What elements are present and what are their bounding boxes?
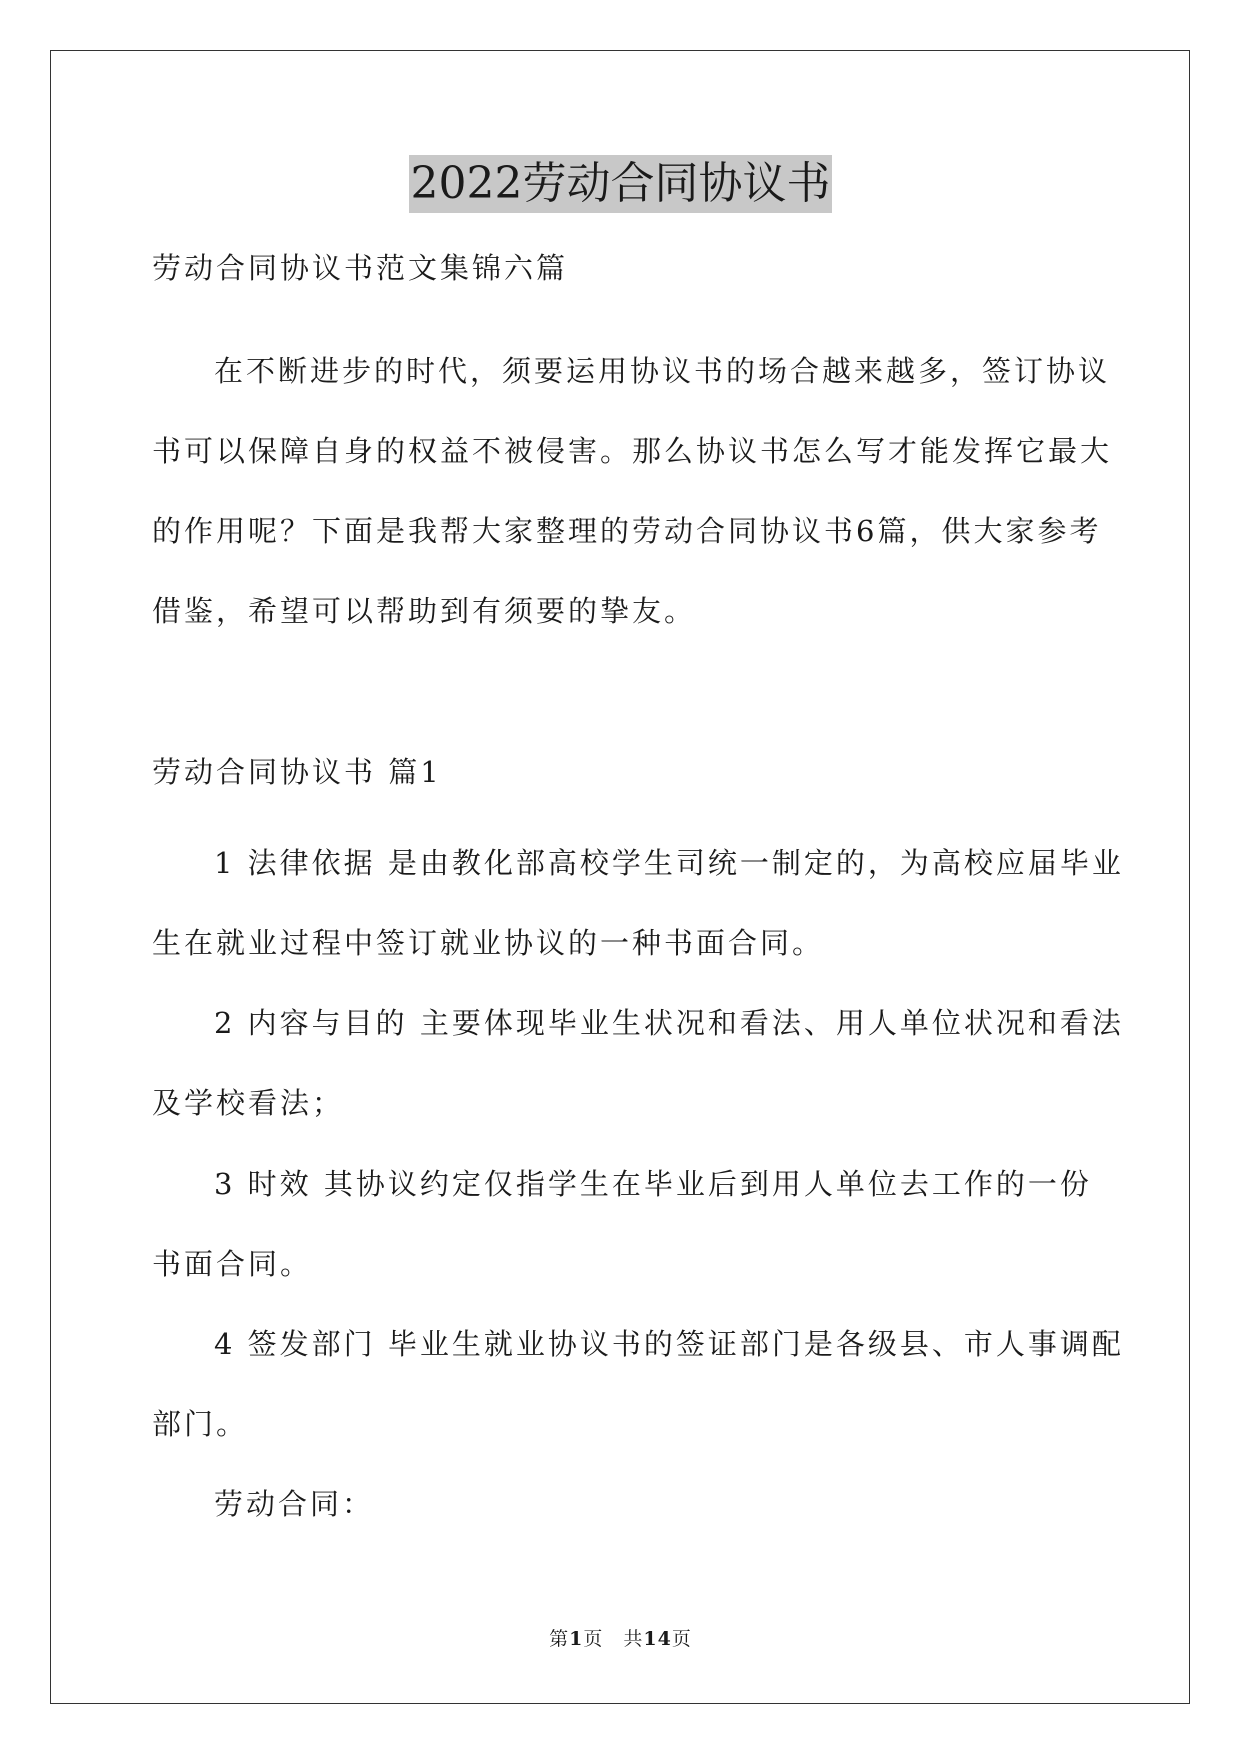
paragraph-line: 劳动合同： bbox=[214, 1487, 375, 1521]
document-title: 2022劳动合同协议书 bbox=[409, 155, 833, 213]
paragraph-line: 生在就业过程中签订就业协议的一种书面合同。 bbox=[152, 926, 825, 960]
paragraph-line: 的作用呢？下面是我帮大家整理的劳动合同协议书6篇，供大家参考 bbox=[152, 514, 1102, 548]
subtitle: 劳动合同协议书范文集锦六篇 bbox=[152, 251, 569, 285]
paragraph-line: 书可以保障自身的权益不被侵害。那么协议书怎么写才能发挥它最大 bbox=[152, 434, 1113, 468]
footer-current-page: 1 bbox=[569, 1628, 584, 1650]
paragraph-line: 3 时效 其协议约定仅指学生在毕业后到用人单位去工作的一份 bbox=[214, 1167, 1092, 1201]
paragraph-line: 书面合同。 bbox=[152, 1247, 313, 1281]
footer-total-pages: 14 bbox=[643, 1628, 672, 1650]
paragraph-line: 1 法律依据 是由教化部高校学生司统一制定的，为高校应届毕业 bbox=[214, 846, 1124, 880]
footer-prefix: 第 bbox=[549, 1628, 570, 1650]
paragraph-line: 在不断进步的时代，须要运用协议书的场合越来越多，签订协议 bbox=[214, 354, 1111, 388]
paragraph-line: 借鉴，希望可以帮助到有须要的挚友。 bbox=[152, 594, 697, 628]
section-heading: 劳动合同协议书 篇1 bbox=[152, 755, 442, 789]
paragraph-line: 部门。 bbox=[152, 1407, 249, 1441]
footer-mid: 页 共 bbox=[583, 1628, 644, 1650]
title-container bbox=[0, 155, 1241, 213]
page-footer bbox=[0, 1626, 1241, 1652]
paragraph-line: 4 签发部门 毕业生就业协议书的签证部门是各级县、市人事调配 bbox=[214, 1327, 1124, 1361]
paragraph-line: 及学校看法； bbox=[152, 1086, 345, 1120]
paragraph-line: 2 内容与目的 主要体现毕业生状况和看法、用人单位状况和看法 bbox=[214, 1006, 1124, 1040]
footer-suffix: 页 bbox=[671, 1628, 692, 1650]
